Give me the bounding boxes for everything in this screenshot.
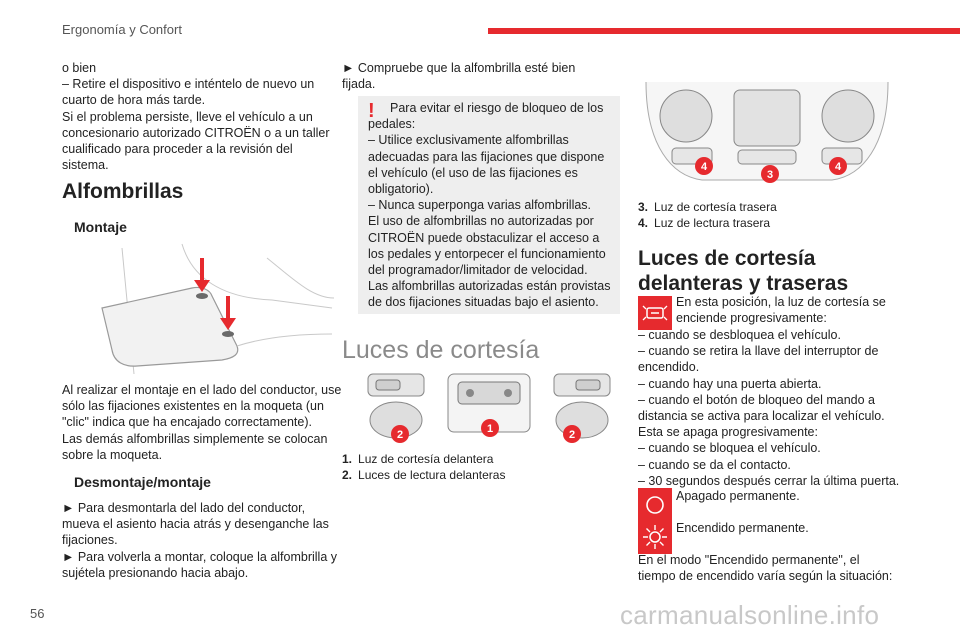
door-light-icon: [638, 296, 672, 330]
heading-luces-delanteras-traseras: Luces de cortesía delanteras y traseras: [638, 247, 849, 295]
conditions-list: – cuando se desbloquea el vehículo. – cuando se retira la llave del interruptor de encendido. – cuando hay una puerta abierta. – cuando el botón de bloqueo del mando a distancia se activa para localizar el vehículo. Esta se apaga progresivamente: – cuando se bloquea el vehículo. – cuando se da el contacto. – 30 segundos después cerrar la última puerta.: [638, 328, 900, 488]
check-mat-text: ► Compruebe que la alfombrilla esté bien fijada.: [342, 61, 576, 92]
callout-badge: 3: [766, 169, 774, 181]
icon3-text: Encendido permanente.: [676, 521, 809, 535]
montaje-text: Al realizar el montaje en el lado del conductor, use sólo las fijaciones existentes en la moqueta (un "clic" indica que ha encajado correctamente). Las demás alfombrillas simplemente se colocan sobre la moqueta.: [62, 383, 342, 462]
caption-3: 3. Luz de cortesía trasera: [638, 200, 777, 214]
callout-badge: 2: [396, 429, 404, 441]
subheading-desmontaje: Desmontaje/montaje: [74, 474, 211, 490]
caption-2: 2. Luces de lectura delanteras: [342, 468, 506, 482]
caption-4: 4. Luz de lectura trasera: [638, 216, 771, 230]
page-number: 56: [30, 606, 45, 621]
callout-badge: 4: [834, 161, 842, 173]
warning-text: Para evitar el riesgo de bloqueo de los pedales: – Utilice exclusivamente alfombrillas adecuadas para las fijaciones que dispone el vehículo (el uso de las fijaciones es obligatorio). – Nunca superponga varias alfombrillas. El uso de alfombrillas no autorizadas por CITROËN puede obstaculizar el acceso a los pedales y entorpecer el funcionamiento del programador/limitador de velocidad. Las alfombrillas autorizadas están provistas de dos fijaciones situadas bajo el asiento.: [368, 101, 611, 310]
section-title: Ergonomía y Confort: [62, 22, 182, 37]
off-circle-icon: [638, 488, 672, 522]
icon2-text: Apagado permanente.: [676, 489, 800, 503]
rear-lights-illustration: [642, 76, 892, 188]
callout-badge: 2: [568, 429, 576, 441]
callout-badge: 1: [486, 423, 494, 435]
front-lights-illustration: [358, 368, 620, 448]
permanent-mode-text: En el modo "Encendido permanente", el tiempo de encendido varía según la situación:: [638, 553, 893, 584]
caption-1: 1. Luz de cortesía delantera: [342, 452, 494, 466]
intro-text: o bien – Retire el dispositivo e inténtelo de nuevo un cuarto de hora más tarde. Si el problema persiste, lleve el vehículo a un concesionario autorizado CITROËN o a un taller cualificado para proceder a la revisión del sistema.: [62, 61, 330, 173]
header-accent-bar: [488, 28, 960, 34]
watermark: carmanualsonline.info: [620, 600, 880, 630]
desmontaje-text: ► Para desmontarla del lado del conductor, mueva el asiento hacia atrás y desenganche las fijaciones. ► Para volverla a montar, coloque la alfombrilla y sujétela presionando hacia abajo.: [62, 501, 337, 580]
heading-alfombrillas: Alfombrillas: [62, 180, 184, 203]
warning-box: [358, 96, 620, 314]
floor-mat-illustration: [62, 238, 340, 374]
warning-exclamation-icon: !: [368, 100, 375, 122]
icon1-text: En esta posición, la luz de cortesía se enciende progresivamente:: [676, 295, 886, 326]
sun-light-icon: [638, 520, 672, 554]
heading-luces-cortesia: Luces de cortesía: [342, 336, 540, 364]
subheading-montaje: Montaje: [74, 219, 127, 235]
callout-badge: 4: [700, 161, 708, 173]
